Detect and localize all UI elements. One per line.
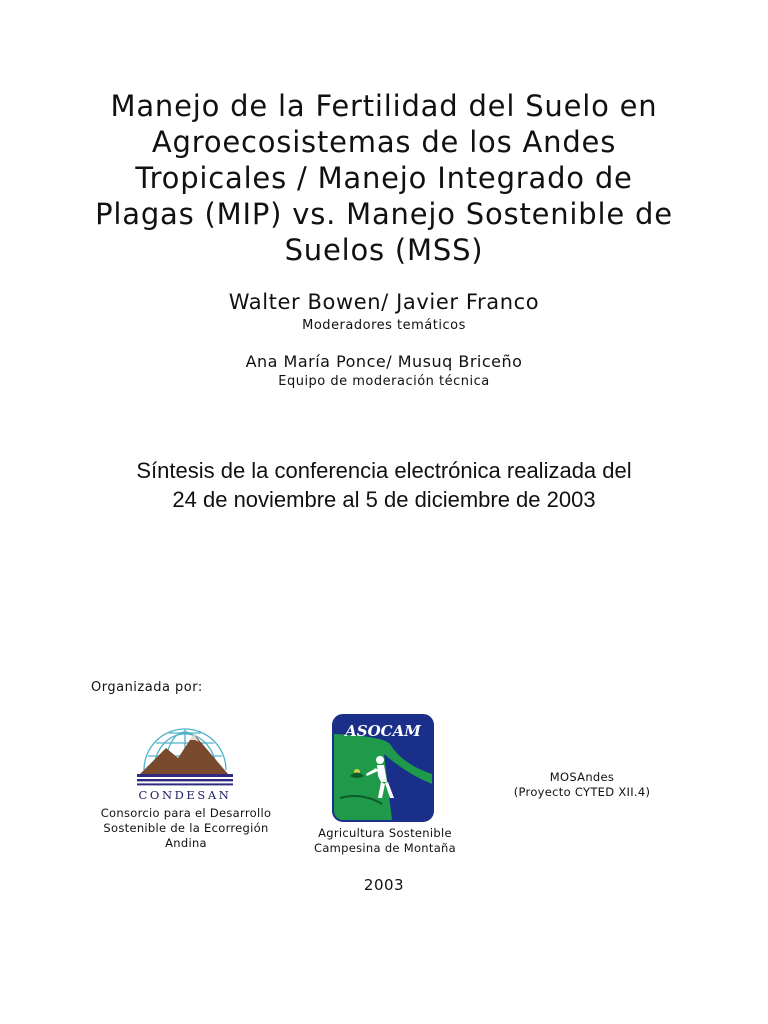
condesan-logo-text: CONDESAN xyxy=(138,788,232,802)
technical-team-names: Ana María Ponce/ Musuq Briceño xyxy=(245,352,523,371)
moderator-names: Walter Bowen/ Javier Franco xyxy=(228,290,540,314)
title-line: Tropicales / Manejo Integrado de xyxy=(135,161,633,195)
synthesis-line: 24 de noviembre al 5 de diciembre de 2003 xyxy=(172,487,596,512)
document-title xyxy=(60,88,708,268)
title-line: Agroecosistemas de los Andes xyxy=(151,125,617,159)
synthesis-line: Síntesis de la conferencia electrónica realizada del xyxy=(136,458,632,483)
technical-team-role: Equipo de moderación técnica xyxy=(278,374,490,389)
title-line: Suelos (MSS) xyxy=(284,233,484,267)
synthesis-statement xyxy=(40,456,728,514)
organized-by-label: Organizada por: xyxy=(91,680,203,695)
title-line: Plagas (MIP) vs. Manejo Sostenible de xyxy=(95,197,673,231)
caption-line: Andina xyxy=(165,836,207,850)
asocam-logo-text: ASOCAM xyxy=(345,722,421,740)
caption-line: Campesina de Montaña xyxy=(313,841,456,855)
mountain-shape xyxy=(140,734,228,774)
publication-year: 2003 xyxy=(363,876,405,894)
condesan-caption xyxy=(88,806,284,851)
caption-line: Agricultura Sostenible xyxy=(318,826,452,840)
asocam-caption xyxy=(290,826,480,856)
asocam-logo xyxy=(332,714,434,822)
caption-line: (Proyecto CYTED XII.4) xyxy=(513,785,651,799)
condesan-logo xyxy=(132,718,238,804)
mosandes-caption xyxy=(490,770,674,800)
moderator-role: Moderadores temáticos xyxy=(302,318,466,333)
caption-line: Consorcio para el Desarrollo xyxy=(100,806,272,820)
caption-line: Sostenible de la Ecorregión xyxy=(103,821,269,835)
title-line: Manejo de la Fertilidad del Suelo en xyxy=(110,89,658,123)
caption-line: MOSAndes xyxy=(549,770,615,784)
